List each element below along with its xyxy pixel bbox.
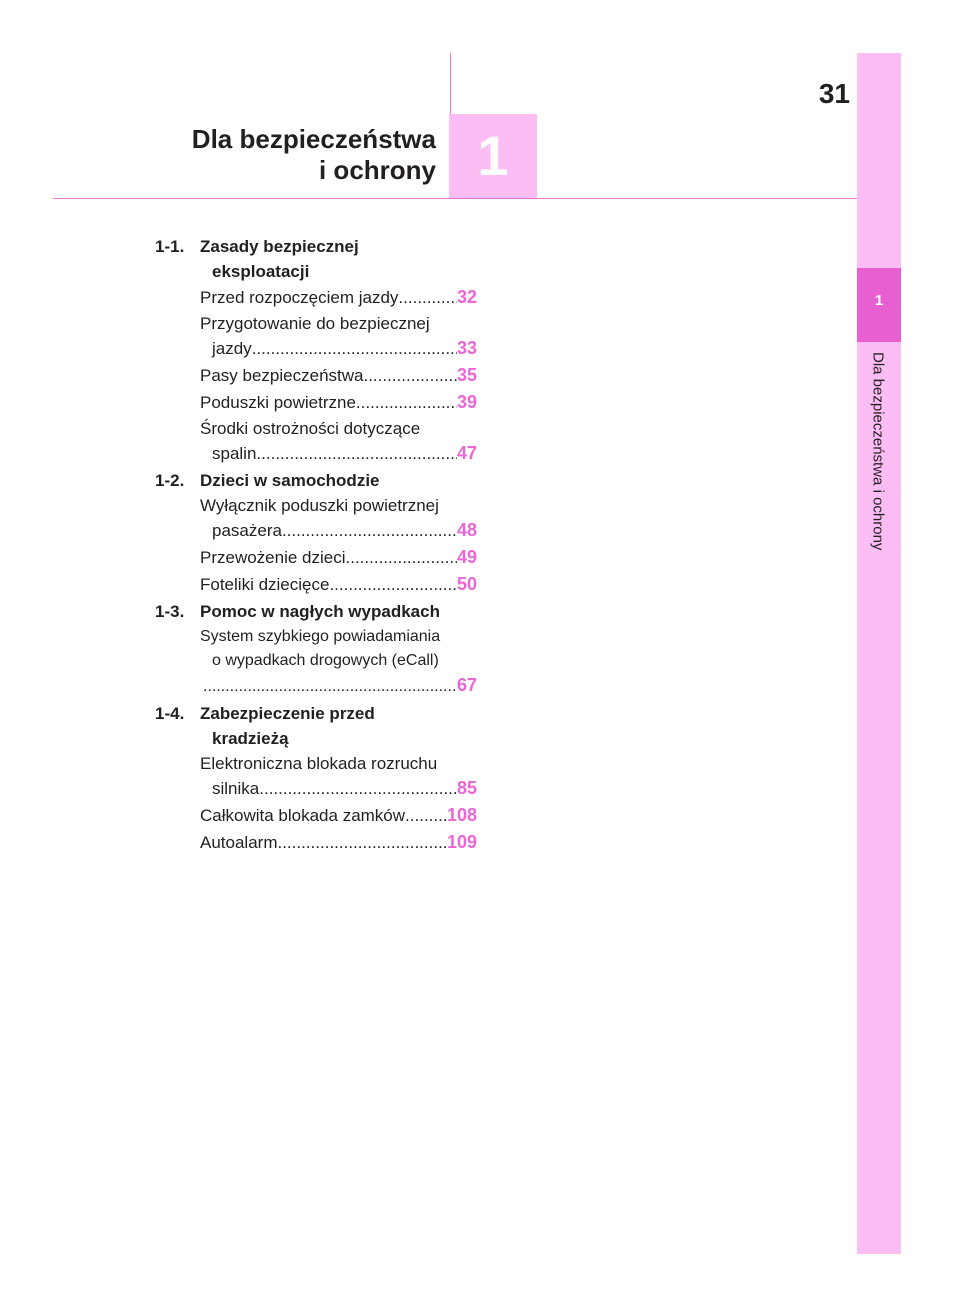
toc-entry[interactable]	[200, 417, 477, 466]
entry-page[interactable]: 67	[456, 675, 477, 695]
entry-title: Przewożenie dzieci	[200, 548, 346, 567]
entry-page[interactable]: 35	[456, 365, 477, 385]
page-number: 31	[818, 78, 850, 109]
dot-leader	[398, 286, 457, 310]
toc-entry[interactable]	[200, 390, 477, 415]
table-of-contents	[155, 234, 477, 857]
section-title: Pomoc w nagłych wypadkach	[200, 602, 440, 621]
toc-entry[interactable]	[200, 803, 477, 828]
entry-title-line1: Przygotowanie do bezpiecznej	[200, 314, 430, 333]
toc-entry[interactable]	[200, 625, 477, 699]
entry-page[interactable]: 48	[456, 520, 477, 540]
dot-leader	[256, 442, 457, 466]
section-number: 1-1.	[155, 237, 185, 256]
entry-title-line2: o wypadkach drogowych (eCall)	[212, 652, 439, 669]
section-title-line2: kradzieżą	[212, 729, 289, 748]
entry-page[interactable]: 47	[456, 443, 477, 463]
dot-leader	[203, 675, 457, 699]
section-title-line1: Zabezpieczenie przed	[200, 704, 375, 723]
toc-section	[155, 701, 477, 751]
entry-title: Przed rozpoczęciem jazdy	[200, 288, 399, 307]
section-number: 1-2.	[155, 471, 185, 490]
dot-leader	[329, 573, 457, 597]
side-tab-label: Dla bezpieczeństwa i ochrony	[869, 352, 887, 551]
section-title: Dzieci w samochodzie	[200, 471, 380, 490]
dot-leader	[252, 337, 457, 361]
entry-title: Pasy bezpieczeństwa	[200, 366, 364, 385]
entry-title-line2: pasażera	[212, 521, 282, 540]
entry-title: Foteliki dziecięce	[200, 575, 330, 594]
entry-title: Poduszki powietrzne	[200, 393, 356, 412]
toc-section	[155, 599, 477, 624]
entry-title-line2: spalin	[212, 444, 257, 463]
section-title-line1: Zasady bezpiecznej	[200, 237, 359, 256]
toc-entry[interactable]	[200, 363, 477, 388]
entry-page[interactable]: 33	[456, 338, 477, 358]
section-number: 1-4.	[155, 704, 185, 723]
entry-page[interactable]: 85	[456, 778, 477, 798]
section-title	[200, 234, 477, 284]
dot-leader	[259, 777, 457, 801]
toc-entry[interactable]	[200, 285, 477, 310]
side-tab-strip	[857, 53, 901, 1254]
toc-entry[interactable]	[200, 572, 477, 597]
entry-page[interactable]: 50	[456, 574, 477, 594]
header-divider-horizontal	[53, 198, 857, 199]
dot-leader	[405, 804, 447, 828]
dot-leader	[363, 364, 456, 388]
section-number: 1-3.	[155, 602, 185, 621]
chapter-title	[120, 124, 436, 186]
entry-title: Całkowita blokada zamków	[200, 806, 406, 825]
entry-title-line1: Elektroniczna blokada rozruchu	[200, 754, 438, 773]
toc-entry[interactable]	[200, 752, 477, 801]
dot-leader	[346, 546, 457, 570]
chapter-title-line1: Dla bezpieczeństwa	[191, 124, 436, 154]
entry-page[interactable]: 109	[446, 832, 477, 852]
entry-page[interactable]: 108	[446, 805, 477, 825]
dot-leader	[282, 519, 457, 543]
entry-title-line1: Wyłącznik poduszki powietrznej	[200, 496, 439, 515]
section-title-line2: eksploatacji	[212, 262, 310, 281]
header-divider-vertical	[450, 53, 451, 115]
toc-section	[155, 468, 477, 493]
entry-title-line1: System szybkiego powiadamiania	[200, 628, 441, 645]
entry-title-line1: Środki ostrożności dotyczące	[200, 419, 421, 438]
entry-page[interactable]: 49	[456, 547, 477, 567]
toc-entry[interactable]	[200, 312, 477, 361]
chapter-title-line2: i ochrony	[318, 155, 436, 185]
entry-title-line2: jazdy	[212, 339, 252, 358]
section-title	[200, 701, 477, 751]
entry-title-line2: silnika	[212, 779, 260, 798]
toc-entry[interactable]	[200, 830, 477, 855]
toc-entry[interactable]	[200, 494, 477, 543]
dot-leader	[277, 831, 446, 855]
toc-section	[155, 234, 477, 284]
entry-title: Autoalarm	[200, 833, 278, 852]
entry-page[interactable]: 39	[456, 392, 477, 412]
entry-page[interactable]: 32	[456, 287, 477, 307]
chapter-number: 1	[477, 124, 509, 187]
side-tab-number: 1	[874, 292, 884, 309]
dot-leader	[356, 391, 457, 415]
toc-entry[interactable]	[200, 545, 477, 570]
